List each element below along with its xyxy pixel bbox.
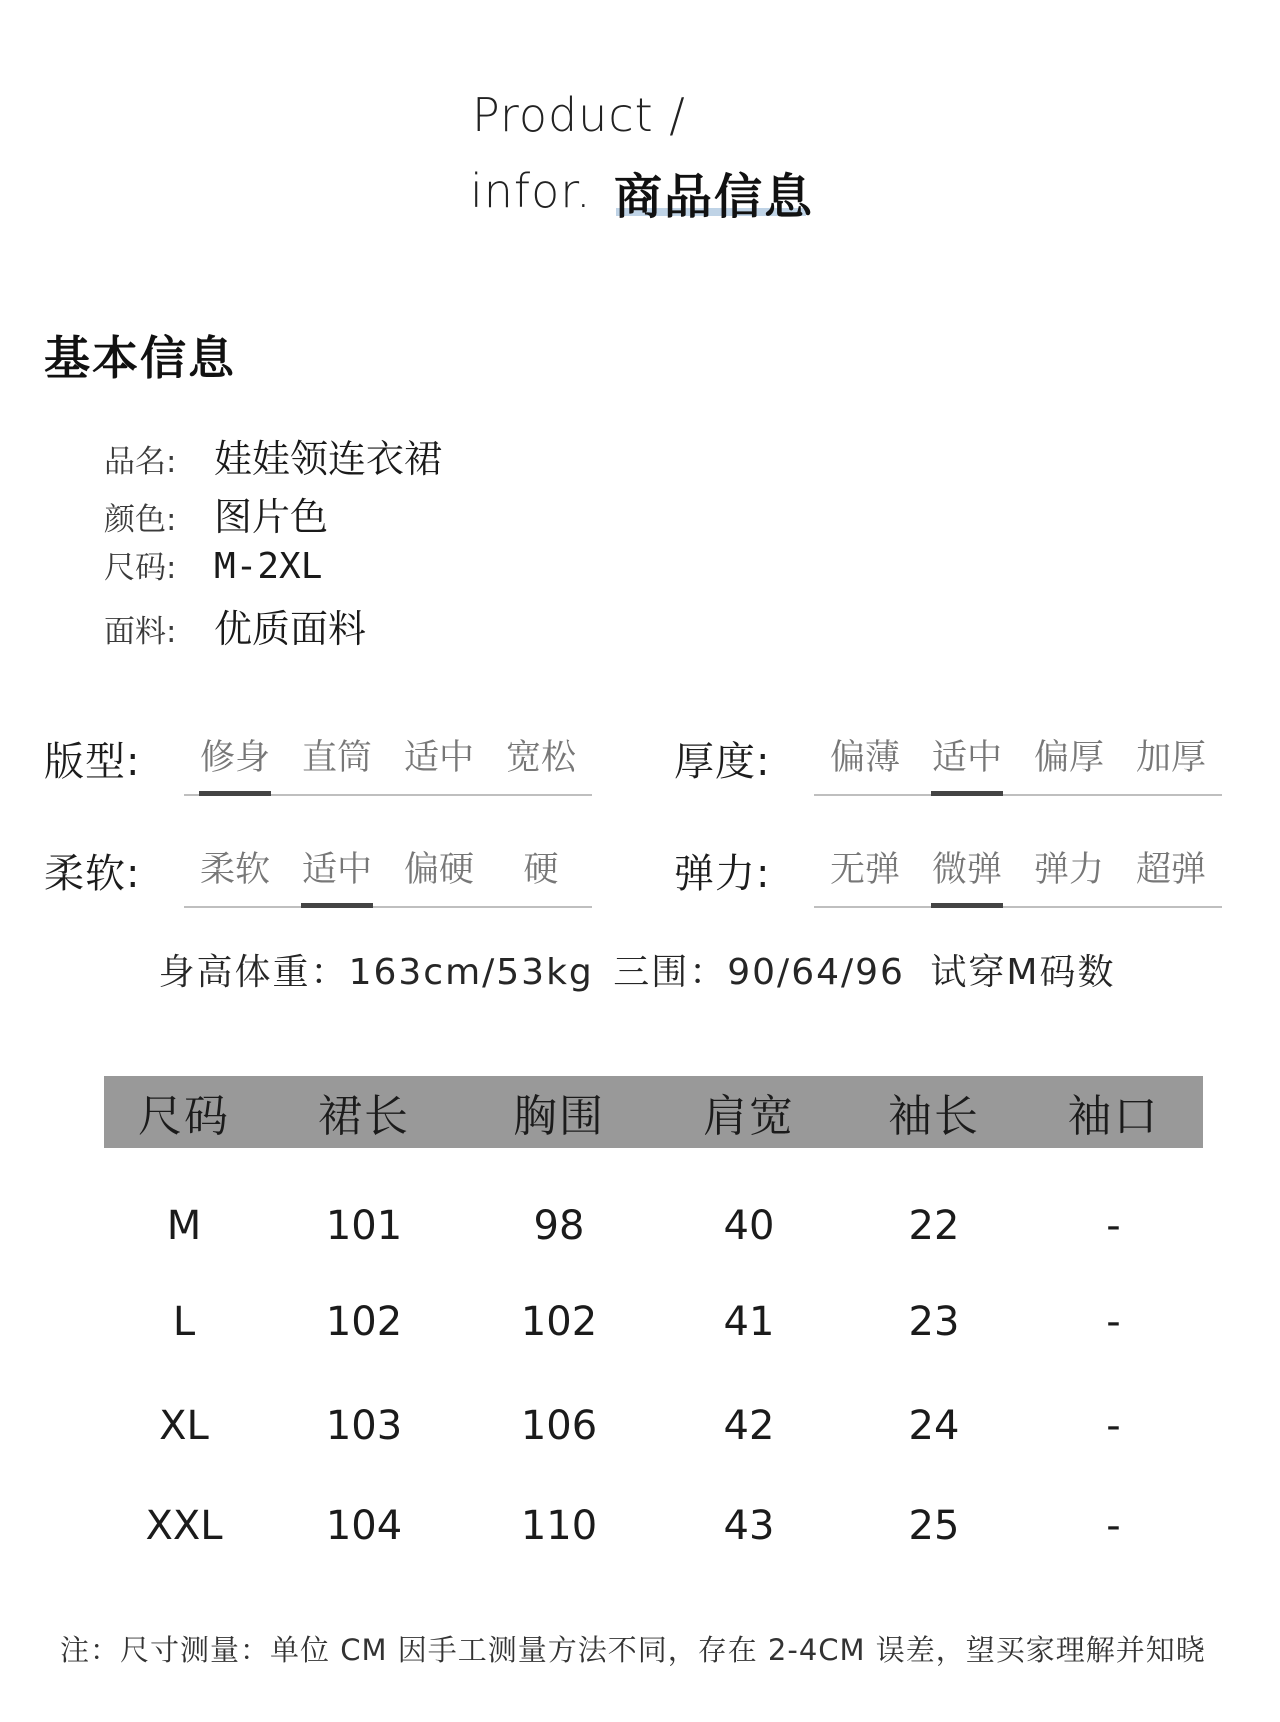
shoulder-cell: 43 xyxy=(723,1503,775,1549)
info-key: 颜色: xyxy=(104,502,177,538)
size-table-header xyxy=(104,1076,1203,1148)
thickness-label: 厚度: xyxy=(674,739,771,785)
model-hw-value: 163cm/53kg xyxy=(348,952,594,993)
fit-option: 宽松 xyxy=(505,738,576,778)
sleeve-length-cell: 23 xyxy=(908,1299,960,1345)
softness-option: 适中 xyxy=(286,842,388,906)
cuff-cell: - xyxy=(1106,1299,1121,1345)
header-en-line2: infor. xyxy=(470,164,592,218)
size-cell: L xyxy=(172,1299,196,1345)
table-row xyxy=(104,1196,1203,1256)
fit-label: 版型: xyxy=(44,739,141,785)
size-table-header-cell: 袖长 xyxy=(888,1091,980,1142)
size-cell: M xyxy=(166,1203,202,1249)
bust-cell: 110 xyxy=(520,1503,598,1549)
size-table-header-cell: 胸围 xyxy=(513,1091,605,1142)
info-row-fabric xyxy=(104,598,366,653)
sleeve-length-cell: 25 xyxy=(908,1503,960,1549)
elasticity-option: 弹力 xyxy=(1033,850,1104,890)
info-row-size xyxy=(104,542,322,587)
shoulder-cell: 42 xyxy=(723,1403,775,1449)
basic-info-title: 基本信息 xyxy=(44,331,236,385)
model-measurements xyxy=(0,944,1280,995)
model-trial-size: 试穿M码数 xyxy=(930,952,1116,993)
dress-length-cell: 101 xyxy=(325,1203,403,1249)
info-key: 品名: xyxy=(104,444,177,480)
size-table-header-cell: 袖口 xyxy=(1067,1091,1160,1142)
thickness-option: 偏薄 xyxy=(829,738,900,778)
fit-option: 适中 xyxy=(403,738,474,778)
fit-option: 直筒 xyxy=(301,738,372,778)
table-row xyxy=(104,1292,1203,1352)
fit-options xyxy=(184,730,592,796)
size-cell: XXL xyxy=(145,1503,223,1549)
table-row xyxy=(104,1496,1203,1556)
model-bwh-value: 90/64/96 xyxy=(727,952,905,993)
info-row-name xyxy=(104,428,442,483)
info-value: 娃娃领连衣裙 xyxy=(214,437,443,481)
header-en-line1: Product / xyxy=(472,88,686,142)
elasticity-label: 弹力: xyxy=(674,851,771,897)
size-table-header-cell: 尺码 xyxy=(138,1091,230,1142)
bust-cell: 102 xyxy=(520,1299,598,1345)
measurement-note: 注：尺寸测量：单位 CM 因手工测量方法不同，存在 2-4CM 误差，望买家理解并知晓 xyxy=(60,1633,1206,1667)
bust-cell: 98 xyxy=(533,1203,585,1249)
shoulder-cell: 41 xyxy=(723,1299,775,1345)
info-row-color xyxy=(104,486,328,541)
info-key: 面料: xyxy=(104,614,177,650)
table-row xyxy=(104,1396,1203,1456)
model-hw-label: 身高体重： xyxy=(158,952,349,993)
softness-label: 柔软: xyxy=(44,851,141,897)
softness-option: 硬 xyxy=(523,850,559,890)
size-cell: XL xyxy=(159,1403,209,1449)
elasticity-option: 超弹 xyxy=(1135,850,1206,890)
elasticity-options xyxy=(814,842,1222,908)
info-value: M-2XL xyxy=(214,546,323,587)
cuff-cell: - xyxy=(1106,1203,1121,1249)
dress-length-cell: 102 xyxy=(325,1299,403,1345)
shoulder-cell: 40 xyxy=(723,1203,775,1249)
fit-option: 修身 xyxy=(184,730,286,794)
cuff-cell: - xyxy=(1106,1403,1121,1449)
info-value: 图片色 xyxy=(214,495,329,539)
info-value: 优质面料 xyxy=(214,607,367,651)
softness-option: 偏硬 xyxy=(403,850,474,890)
info-key: 尺码: xyxy=(104,550,177,586)
thickness-option: 加厚 xyxy=(1135,738,1206,778)
bust-cell: 106 xyxy=(520,1403,598,1449)
size-table-header-cell: 裙长 xyxy=(318,1091,410,1142)
sleeve-length-cell: 24 xyxy=(908,1403,960,1449)
thickness-options xyxy=(814,730,1222,796)
dress-length-cell: 104 xyxy=(325,1503,403,1549)
model-bwh-label: 三围： xyxy=(613,952,728,993)
sleeve-length-cell: 22 xyxy=(908,1203,960,1249)
thickness-option: 偏厚 xyxy=(1033,738,1104,778)
dress-length-cell: 103 xyxy=(325,1403,403,1449)
thickness-option: 适中 xyxy=(916,730,1018,794)
elasticity-option: 微弹 xyxy=(916,842,1018,906)
softness-option: 柔软 xyxy=(199,850,270,890)
elasticity-option: 无弹 xyxy=(829,850,900,890)
cuff-cell: - xyxy=(1106,1503,1121,1549)
softness-options xyxy=(184,842,592,908)
header-cn-title: 商品信息 xyxy=(614,169,815,225)
size-table-header-cell: 肩宽 xyxy=(703,1091,795,1142)
